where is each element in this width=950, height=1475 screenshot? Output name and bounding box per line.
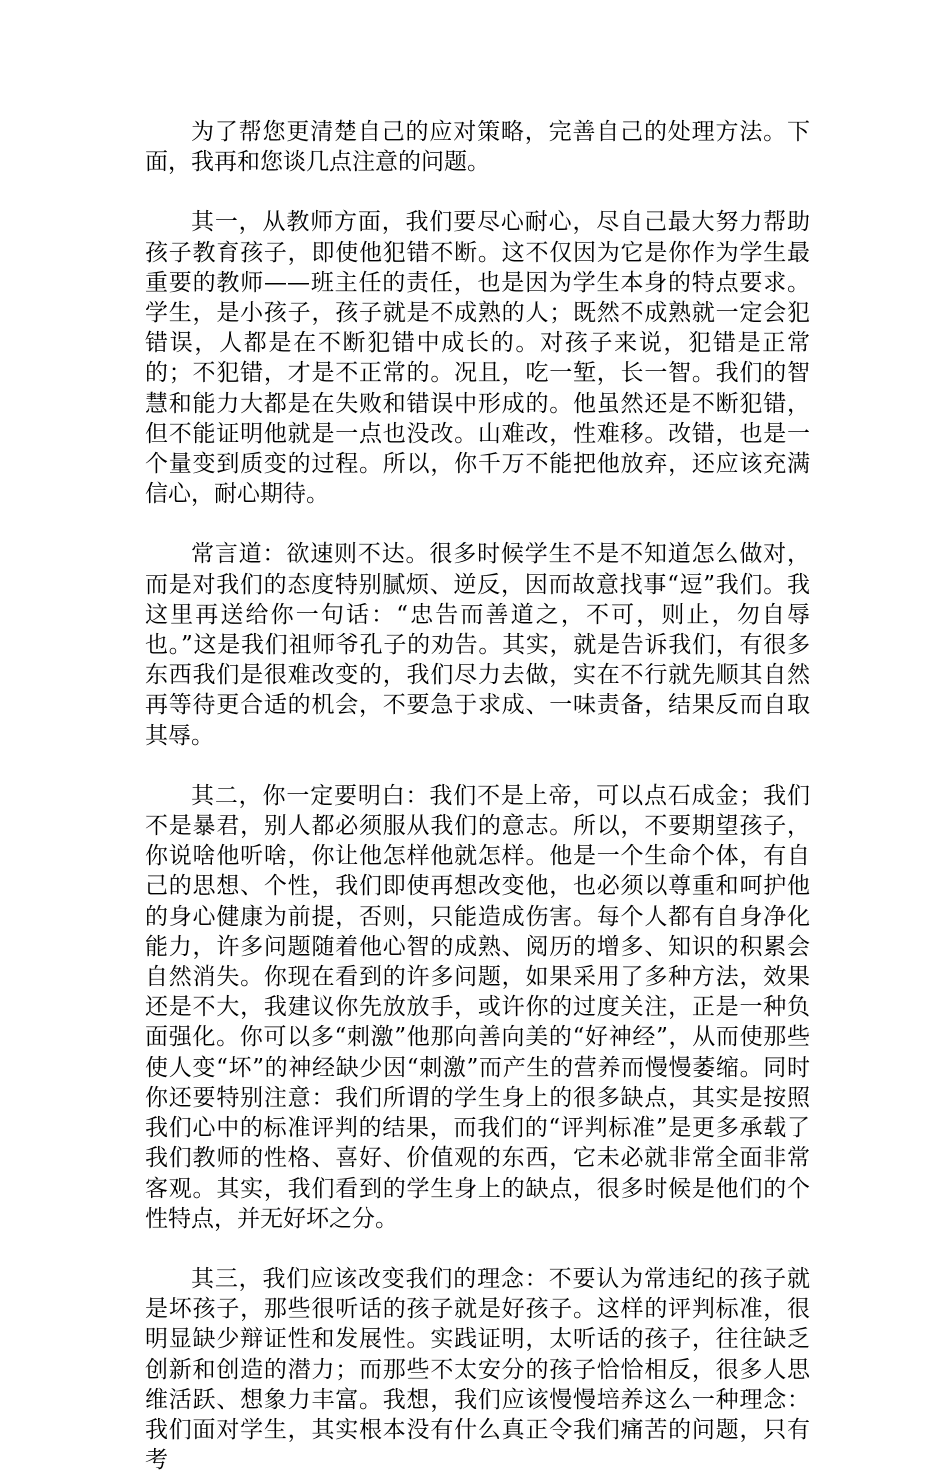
paragraph-point-three: 其三，我们应该改变我们的理念：不要认为常违纪的孩子就是坏孩子，那些很听话的孩子就是好孩子。这样的评判标准，很明显缺少辩证性和发展性。实践证明，太听话的孩子，往往缺乏创新和创造的潜力；而那些不太安分的孩子恰恰相反，很多人思维活跃、想象力丰富。我想，我们应该慢慢培养这么一种理念：我们面对学生，其实根本没有什么真正令我们痛苦的问题，只有考 (145, 1265, 810, 1474)
paragraph-proverb: 常言道：欲速则不达。很多时候学生不是不知道怎么做对，而是对我们的态度特别腻烦、逆反，因而故意找事“逗”我们。我这里再送给你一句话：“忠告而善道之，不可，则止，勿自辱也。”这是我们祖师爷孔子的劝告。其实，就是告诉我们，有很多东西我们是很难改变的，我们尽力去做，实在不行就先顺其自然再等待更合适的机会，不要急于求成、一味责备，结果反而自取其辱。 (145, 541, 810, 749)
document-page (145, 117, 810, 1475)
paragraph-intro: 为了帮您更清楚自己的应对策略，完善自己的处理方法。下面，我再和您谈几点注意的问题。 (145, 119, 810, 176)
paragraph-point-two: 其二，你一定要明白：我们不是上帝，可以点石成金；我们不是暴君，别人都必须服从我们的意志。所以，不要期望孩子，你说啥他听啥，你让他怎样他就怎样。他是一个生命个体，有自己的思想、个性，我们即使再想改变他，也必须以尊重和呵护他的身心健康为前提，否则，只能造成伤害。每个人都有自身净化能力，许多问题随着他心智的成熟、阅历的增多、知识的积累会自然消失。你现在看到的许多问题，如果采用了多种方法，效果还是不大，我建议你先放放手，或许你的过度关注，正是一种负面强化。你可以多“刺激”他那向善向美的“好神经”，从而使那些使人变“坏”的神经缺少因“刺激”而产生的营养而慢慢萎缩。同时你还要特别注意：我们所谓的学生身上的很多缺点，其实是按照我们心中的标准评判的结果，而我们的“评判标准”是更多承载了我们教师的性格、喜好、价值观的东西，它未必就非常全面非常客观。其实，我们看到的学生身上的缺点，很多时候是他们的个性特点，并无好坏之分。 (145, 782, 810, 1232)
paragraph-point-one: 其一，从教师方面，我们要尽心耐心，尽自己最大努力帮助孩子教育孩子，即使他犯错不断。这不仅因为它是你作为学生最重要的教师——班主任的责任，也是因为学生本身的特点要求。学生，是小孩子，孩子就是不成熟的人；既然不成熟就一定会犯错误，人都是在不断犯错中成长的。对孩子来说，犯错是正常的；不犯错，才是不正常的。况且，吃一堑，长一智。我们的智慧和能力大都是在失败和错误中形成的。他虽然还是不断犯错，但不能证明他就是一点也没改。山难改，性难移。改错，也是一个量变到质变的过程。所以，你千万不能把他放弃，还应该充满信心，耐心期待。 (145, 209, 810, 508)
